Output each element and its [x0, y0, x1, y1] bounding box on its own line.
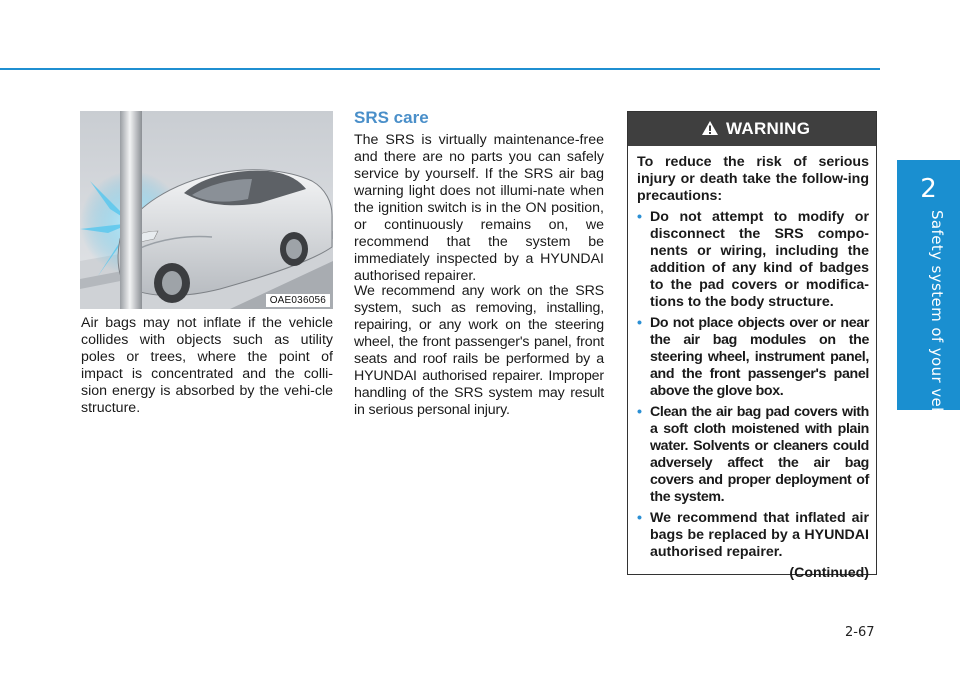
warning-title: WARNING	[726, 119, 811, 138]
chapter-number: 2	[920, 174, 937, 204]
bullet-icon: •	[637, 315, 642, 331]
warning-box	[627, 111, 877, 581]
warning-body	[637, 154, 869, 582]
page-number: 2-67	[845, 625, 875, 640]
warning-item-text: Do not attempt to modify or disconnect the SRS compo-nents or wiring, including the addition of any kind of badges to the pad covers or modifica-tions to the body structure.	[650, 209, 869, 310]
warning-header	[628, 112, 876, 146]
warning-item-text: We recommend that inflated air bags be replaced by a HYUNDAI authorised repairer.	[650, 510, 869, 560]
warning-item-text: Clean the air bag pad covers with a soft cloth moistened with plain water. Solvents or cleaners could adversely affect the air bag covers and proper deployment of the system.	[650, 404, 869, 505]
warning-item	[637, 315, 869, 400]
car-pole-illustration	[80, 111, 333, 309]
figure-code: OAE036056	[266, 294, 330, 307]
bullet-icon: •	[637, 510, 642, 526]
airbag-note-paragraph: Air bags may not inflate if the vehicle collides with objects such as utility poles or trees, where the point of impact is concentrated and the colli-sion energy is absorbed by the vehi-cle structure.	[81, 315, 333, 416]
collision-illustration	[80, 111, 333, 309]
warning-triangle-icon	[701, 120, 719, 136]
warning-item	[637, 404, 869, 506]
warning-list	[637, 209, 869, 561]
bullet-icon: •	[637, 209, 642, 225]
warning-item-text: Do not place objects over or near the air bag modules on the steering wheel, instrument panel, and the front passenger's panel above the glove box.	[650, 315, 869, 399]
srs-care-paragraph-1: The SRS is virtually maintenance-free and there are no parts you can safely service by yourself. If the SRS air bag warning light does not illumi-nate when the ignition switch is in the ON position, or continuously remains on, we recommend that the system be immediately inspected by a HYUNDAI authorised repairer.	[354, 132, 604, 284]
section-heading: SRS care	[354, 108, 429, 127]
continued-label: (Continued)	[789, 565, 869, 581]
chapter-title: Safety system of your vehicle	[928, 210, 946, 445]
srs-care-paragraph-2: We recommend any work on the SRS system, such as removing, installing, repairing, or any work on the steering wheel, the front passenger's panel, front seats and roof rails be performed by a HYUNDAI authorised repairer. Improper handling of the SRS system may result in serious personal injury.	[354, 283, 604, 418]
header-rule	[0, 68, 880, 70]
chapter-tab[interactable]	[897, 160, 960, 445]
warning-intro: To reduce the risk of serious injury or death take the follow-ing precautions:	[637, 154, 869, 204]
bullet-icon: •	[637, 404, 642, 420]
warning-item	[637, 209, 869, 311]
warning-item	[637, 510, 869, 561]
